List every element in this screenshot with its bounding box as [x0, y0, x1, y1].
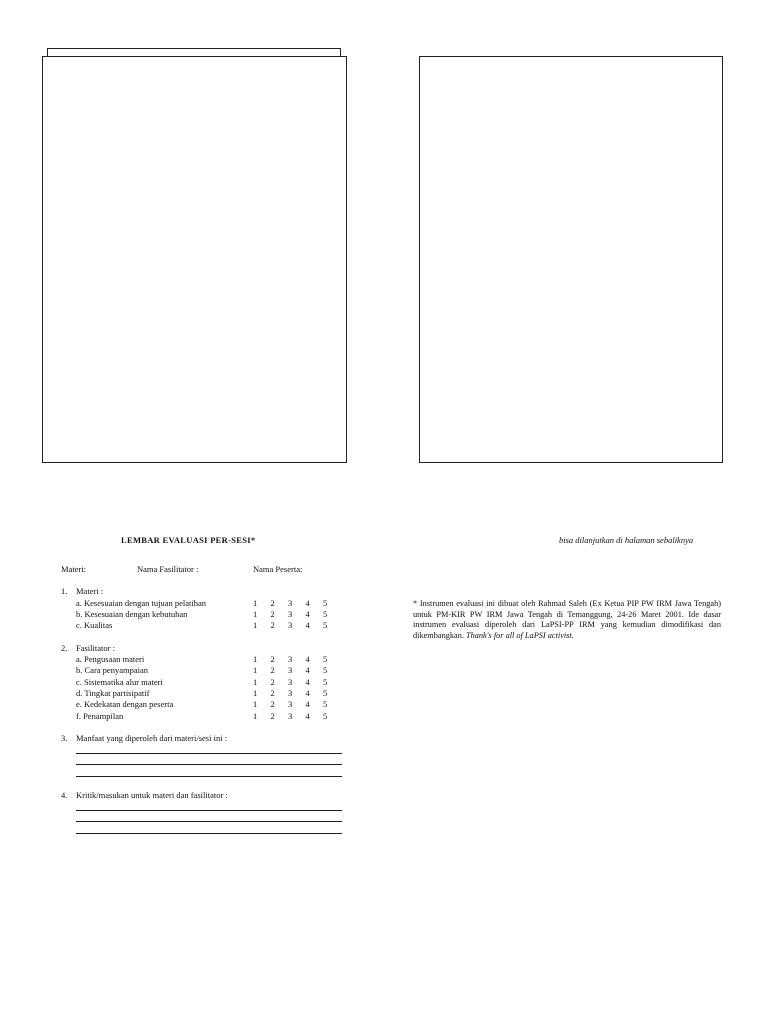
section-4-title: Kritik/masukan untuk materi dan fasilitator :	[76, 790, 228, 800]
score-option: 4	[305, 677, 310, 687]
section-2-item: c. Sistematika alur materi	[76, 677, 163, 687]
footnote-text: * Instrumen evaluasi ini dibuat oleh Rahmad Saleh (Ex Ketua PIP PW IRM Jawa Tengah) untuk PM-KIR PW IRM Jawa Tengah di Temanggung, 24-26 Maret 2001. Ide dasar instrumen evaluasi diperoleh dari LaPSI-PP IRM yang kemudian dimodifikasi dan dikembangkan.	[413, 599, 721, 640]
rating-scale	[253, 688, 341, 699]
rating-scale	[253, 699, 341, 710]
score-option: 3	[288, 711, 293, 721]
section-1-title: Materi :	[76, 586, 104, 596]
score-option: 1	[253, 654, 258, 664]
answer-line[interactable]	[76, 776, 342, 777]
section-4-number: 4.	[61, 790, 68, 800]
score-option: 5	[323, 654, 328, 664]
continue-note: bisa dilanjutkan di halaman sebaliknya	[559, 535, 694, 545]
score-option: 5	[323, 598, 328, 608]
score-option: 3	[288, 677, 293, 687]
score-option: 2	[270, 620, 275, 630]
answer-line[interactable]	[76, 764, 342, 765]
score-option: 2	[270, 677, 275, 687]
score-option: 3	[288, 688, 293, 698]
score-option: 3	[288, 699, 293, 709]
score-option: 5	[323, 620, 328, 630]
answer-line[interactable]	[76, 833, 342, 834]
section-2-item: d. Tingkat partisipatif	[76, 688, 150, 698]
score-option: 5	[323, 609, 328, 619]
rating-scale	[253, 620, 341, 631]
score-option: 3	[288, 620, 293, 630]
blank-box-left	[42, 56, 347, 463]
answer-line[interactable]	[76, 821, 342, 822]
footnote-thanks: Thank's for all of LaPSI activist.	[466, 630, 574, 640]
score-option: 2	[270, 609, 275, 619]
score-option: 1	[253, 620, 258, 630]
answer-line[interactable]	[76, 810, 342, 811]
section-3-number: 3.	[61, 733, 68, 743]
peserta-name-label: Nama Peserta:	[253, 564, 303, 574]
section-2-item: e. Kedekatan dengan peserta	[76, 699, 174, 709]
section-2-item: a. Pengusaan materi	[76, 654, 145, 664]
score-option: 3	[288, 654, 293, 664]
form-title: LEMBAR EVALUASI PER-SESI*	[121, 535, 256, 545]
section-2-item: b. Cara penyampaian	[76, 665, 148, 675]
score-option: 1	[253, 711, 258, 721]
rating-scale	[253, 609, 341, 620]
section-2-number: 2.	[61, 643, 68, 653]
score-option: 4	[305, 688, 310, 698]
rating-scale	[253, 654, 341, 665]
score-option: 5	[323, 688, 328, 698]
score-option: 4	[305, 699, 310, 709]
section-2-title: Fasilitator :	[76, 643, 115, 653]
rating-scale	[253, 677, 341, 688]
footnote	[413, 599, 721, 641]
section-1-item: a. Kesesuaian dengan tujuan pelatihan	[76, 598, 207, 608]
score-option: 5	[323, 665, 328, 675]
score-option: 1	[253, 665, 258, 675]
score-option: 4	[305, 609, 310, 619]
score-option: 2	[270, 711, 275, 721]
answer-line[interactable]	[76, 753, 342, 754]
score-option: 3	[288, 665, 293, 675]
score-option: 5	[323, 711, 328, 721]
blank-box-right	[419, 56, 723, 463]
fasilitator-name-label: Nama Fasilitator :	[137, 564, 199, 574]
score-option: 4	[305, 711, 310, 721]
score-option: 3	[288, 598, 293, 608]
section-1-number: 1.	[61, 586, 68, 596]
score-option: 5	[323, 677, 328, 687]
rating-scale	[253, 665, 341, 676]
section-2-item: f. Penampilan	[76, 711, 124, 721]
score-option: 2	[270, 688, 275, 698]
score-option: 2	[270, 654, 275, 664]
score-option: 1	[253, 609, 258, 619]
score-option: 1	[253, 699, 258, 709]
score-option: 4	[305, 665, 310, 675]
rating-scale	[253, 598, 341, 609]
score-option: 3	[288, 609, 293, 619]
score-option: 2	[270, 665, 275, 675]
score-option: 2	[270, 598, 275, 608]
score-option: 5	[323, 699, 328, 709]
score-option: 1	[253, 677, 258, 687]
score-option: 4	[305, 654, 310, 664]
section-1-item: b. Kesesuaian dengan kebutuhan	[76, 609, 188, 619]
score-option: 4	[305, 620, 310, 630]
score-option: 2	[270, 699, 275, 709]
score-option: 4	[305, 598, 310, 608]
score-option: 1	[253, 688, 258, 698]
section-1-item: c. Kualitas	[76, 620, 113, 630]
score-option: 1	[253, 598, 258, 608]
materi-field-label: Materi:	[61, 564, 87, 574]
section-3-title: Manfaat yang diperoleh dari materi/sesi ini :	[76, 733, 228, 743]
rating-scale	[253, 711, 341, 722]
